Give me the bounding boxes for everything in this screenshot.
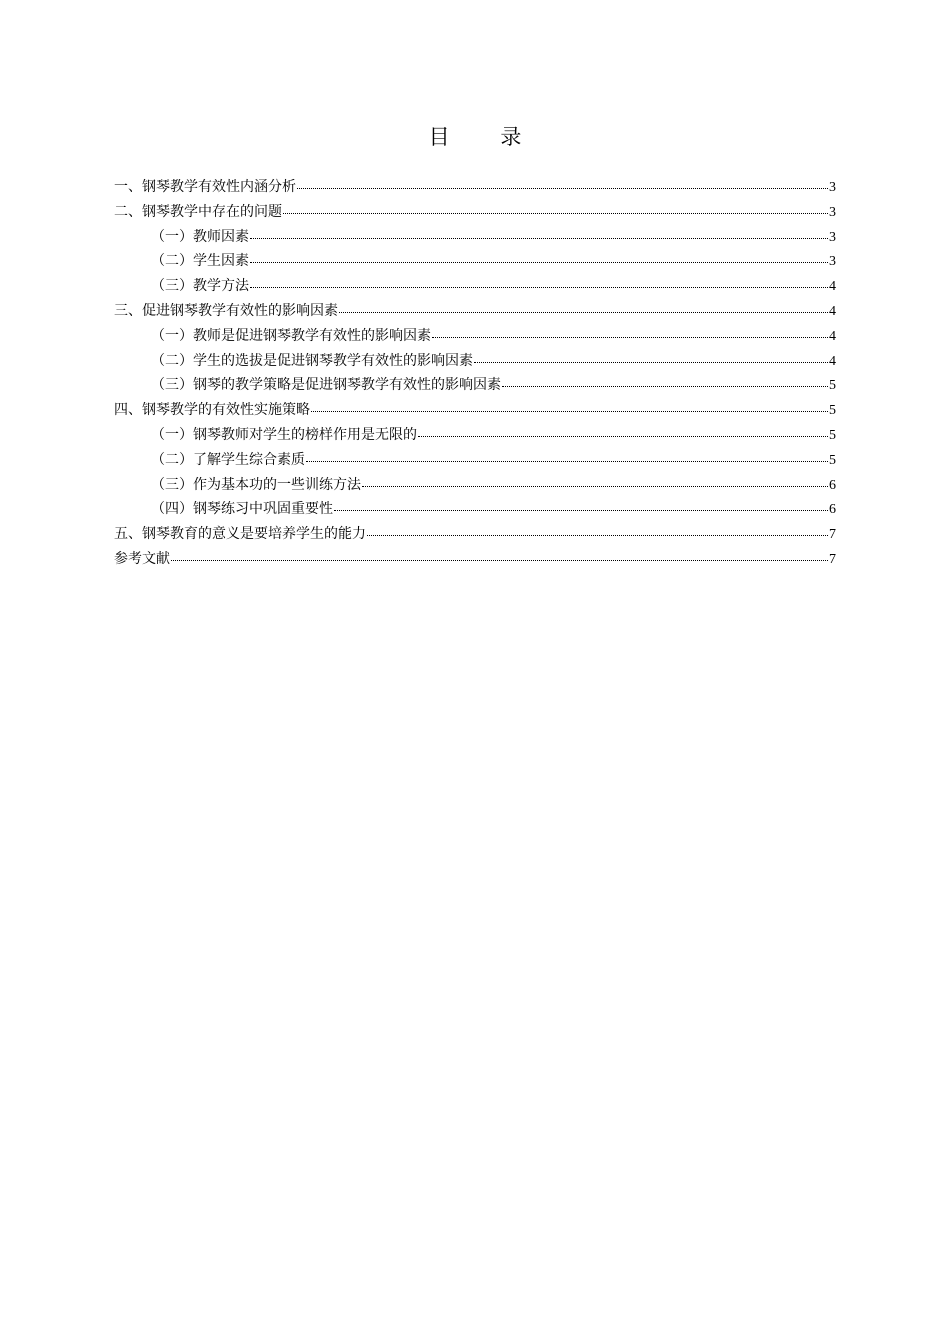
toc-entry[interactable]	[114, 175, 836, 200]
toc-page-number: 4	[829, 279, 836, 295]
toc-dot-leader	[171, 549, 828, 563]
toc-page-number: 6	[829, 477, 836, 493]
toc-entry-text: （四）钢琴练习中巩固重要性	[151, 501, 333, 518]
toc-entry-text: （三）钢琴的教学策略是促进钢琴教学有效性的影响因素	[151, 377, 501, 394]
toc-page-number: 7	[829, 551, 836, 567]
toc-entry-text: 五、钢琴教育的意义是要培养学生的能力	[114, 526, 366, 543]
toc-page-number: 7	[829, 527, 836, 543]
toc-page-number: 3	[829, 229, 836, 245]
toc-entry-text: （二）学生因素	[151, 253, 249, 270]
toc-entry-text: 一、钢琴教学有效性内涵分析	[114, 179, 296, 195]
toc-entry-text: （一）教师因素	[151, 228, 249, 245]
toc-dot-leader	[362, 475, 828, 489]
toc-entry[interactable]	[114, 398, 836, 423]
toc-entry[interactable]	[114, 225, 836, 250]
toc-entry-text: （一）钢琴教师对学生的榜样作用是无限的	[151, 426, 417, 443]
toc-entry[interactable]	[114, 473, 836, 498]
toc-page-number: 3	[829, 254, 836, 270]
toc-dot-leader	[250, 227, 828, 241]
toc-entry[interactable]	[114, 299, 836, 324]
toc-entry[interactable]	[114, 249, 836, 274]
toc-page-number: 3	[829, 204, 836, 220]
table-of-contents	[114, 175, 836, 572]
toc-dot-leader	[367, 524, 828, 538]
toc-dot-leader	[306, 450, 828, 464]
toc-dot-leader	[474, 351, 828, 365]
toc-entry-text: 三、促进钢琴教学有效性的影响因素	[114, 302, 338, 319]
toc-dot-leader	[283, 202, 828, 216]
toc-dot-leader	[502, 375, 828, 389]
toc-entry[interactable]	[114, 349, 836, 374]
toc-dot-leader	[334, 499, 828, 513]
toc-entry-text: （三）作为基本功的一些训练方法	[151, 476, 361, 493]
toc-page-number: 5	[829, 403, 836, 419]
toc-entry-text: （一）教师是促进钢琴教学有效性的影响因素	[151, 327, 431, 344]
toc-entry-text: （二）了解学生综合素质	[151, 451, 305, 468]
toc-entry[interactable]	[114, 324, 836, 349]
toc-dot-leader	[297, 177, 828, 191]
toc-dot-leader	[418, 425, 828, 439]
toc-entry[interactable]	[114, 448, 836, 473]
toc-dot-leader	[250, 251, 828, 265]
toc-page-number: 6	[829, 502, 836, 518]
toc-dot-leader	[250, 276, 828, 290]
toc-entry[interactable]	[114, 373, 836, 398]
toc-entry[interactable]	[114, 522, 836, 547]
toc-dot-leader	[311, 400, 828, 414]
toc-entry[interactable]	[114, 497, 836, 522]
toc-entry[interactable]	[114, 274, 836, 299]
toc-page-number: 5	[829, 378, 836, 394]
toc-entry[interactable]	[114, 547, 836, 572]
toc-page-number: 3	[829, 180, 836, 195]
toc-entry-text: 四、钢琴教学的有效性实施策略	[114, 402, 310, 419]
toc-page-number: 4	[829, 328, 836, 344]
toc-title: 目 录	[428, 125, 544, 149]
toc-entry-text: （二）学生的选拔是促进钢琴教学有效性的影响因素	[151, 352, 473, 369]
toc-page-number: 5	[829, 452, 836, 468]
toc-page-number: 4	[829, 303, 836, 319]
toc-entry-text: 参考文献	[114, 550, 170, 567]
toc-entry-text: （三）教学方法	[151, 278, 249, 295]
toc-entry[interactable]	[114, 200, 836, 225]
toc-entry-text: 二、钢琴教学中存在的问题	[114, 203, 282, 220]
toc-page-number: 4	[829, 353, 836, 369]
toc-entry[interactable]	[114, 423, 836, 448]
toc-dot-leader	[432, 326, 828, 340]
toc-page-number: 5	[829, 427, 836, 443]
toc-dot-leader	[339, 301, 828, 315]
